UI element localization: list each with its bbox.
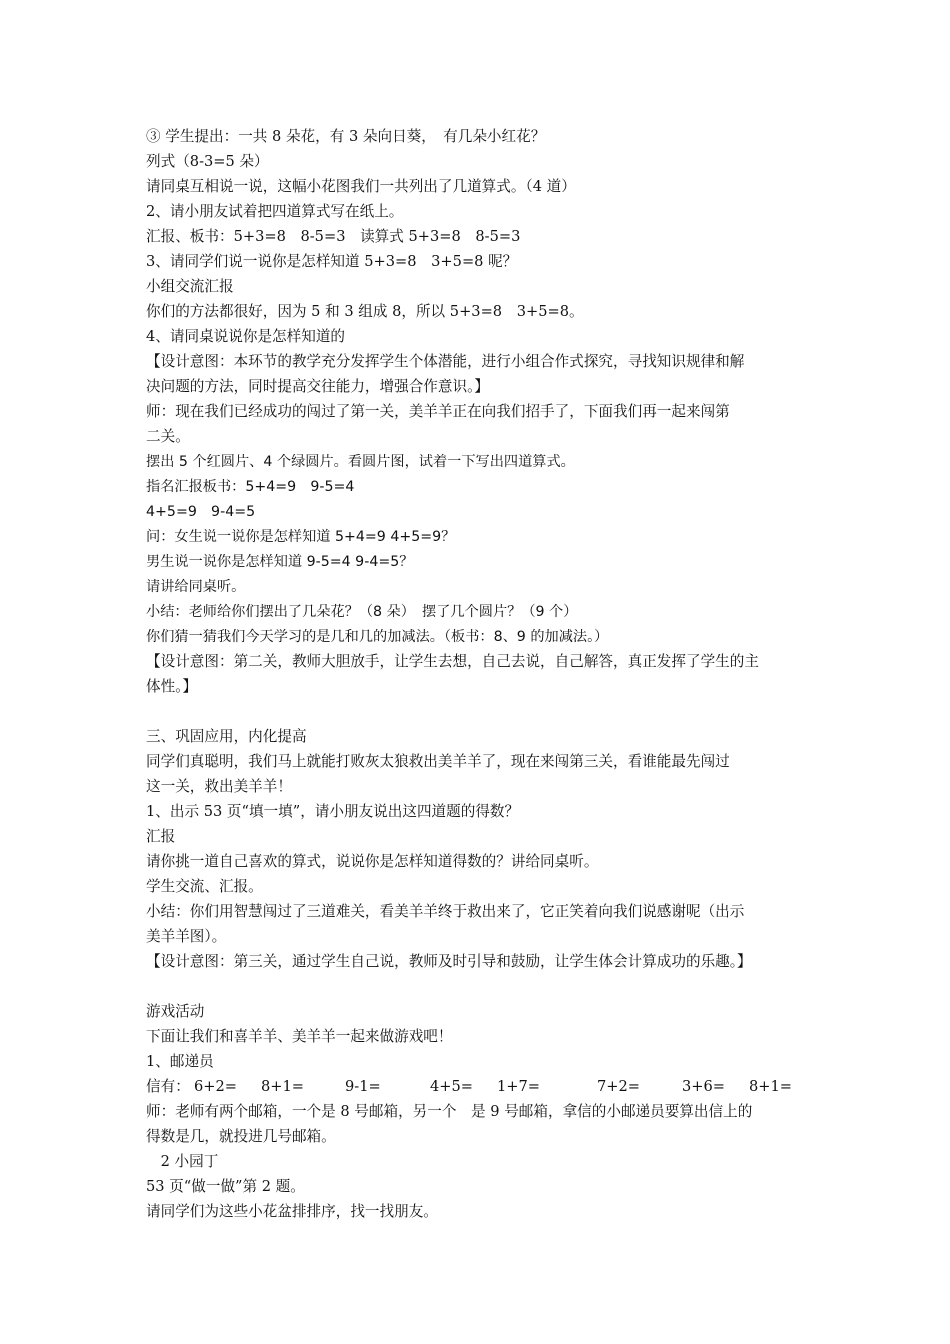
letter-equation: 8+1= [261, 1078, 305, 1095]
text-line: 美羊羊图）。 [146, 928, 227, 945]
design-intent-note: 决问题的方法，同时提高交往能力，增强合作意识。】 [146, 378, 489, 395]
text-line: 1、出示 53 页“填一填”，请小朋友说出这四道题的得数？ [146, 803, 520, 820]
text-line: 这一关，救出美羊羊！ [146, 778, 292, 795]
section-heading: 游戏活动 [146, 1003, 205, 1020]
letter-equation: 1+7= [497, 1078, 541, 1095]
text-line: 3、请同学们说一说你是怎样知道 5+3=8 3+5=8 呢？ [146, 253, 518, 270]
letters-label: 信有： [146, 1078, 190, 1095]
letter-equation: 3+6= [682, 1078, 726, 1095]
text-line: 请讲给同桌听。 [146, 579, 246, 595]
text-line: 下面让我们和喜羊羊、美羊羊一起来做游戏吧！ [146, 1028, 453, 1045]
text-line: 4、请同桌说说你是怎样知道的 [146, 328, 346, 345]
letter-equation: 8+1= [749, 1078, 793, 1095]
text-line: 指名汇报板书：5+4=9 9-5=4 [146, 479, 355, 495]
text-line: 你们猜一猜我们今天学习的是几和几的加减法。（板书：8、9 的加减法。） [146, 629, 609, 645]
letter-equation: 4+5= [430, 1078, 474, 1095]
text-line: 列式（8-3=5 朵） [146, 153, 269, 170]
text-line: 小组交流汇报 [146, 278, 234, 295]
text-line: 53 页“做一做”第 2 题。 [146, 1178, 305, 1195]
text-line: 师：现在我们已经成功的闯过了第一关，美羊羊正在向我们招手了，下面我们再一起来闯第 [146, 403, 730, 420]
text-line: 2 小园丁 [146, 1153, 219, 1170]
letter-equation: 6+2= [194, 1078, 238, 1095]
text-line: 二关。 [146, 428, 190, 445]
text-line: 学生交流、汇报。 [146, 878, 263, 895]
text-line: 师：老师有两个邮箱，一个是 8 号邮箱，另一个 是 9 号邮箱，拿信的小邮递员要算出信上的 [146, 1103, 753, 1120]
section-heading: 三、巩固应用，内化提高 [146, 728, 307, 745]
text-line: 你们的方法都很好，因为 5 和 3 组成 8，所以 5+3=8 3+5=8。 [146, 303, 584, 320]
text-line: 请同桌互相说一说，这幅小花图我们一共列出了几道算式。（4 道） [146, 178, 576, 195]
design-intent-note: 【设计意图：第二关，教师大胆放手，让学生去想，自己去说，自己解答，真正发挥了学生的主 [146, 653, 759, 670]
text-line: 得数是几，就投进几号邮箱。 [146, 1128, 336, 1145]
letter-equation: 7+2= [597, 1078, 641, 1095]
letter-equation: 9-1= [345, 1078, 381, 1095]
text-line: 问：女生说一说你是怎样知道 5+4=9 4+5=9？ [146, 529, 456, 545]
text-line: 小结：老师给你们摆出了几朵花？（8 朵） 摆了几个圆片？（9 个） [146, 604, 578, 620]
text-line: 4+5=9 9-4=5 [146, 504, 256, 520]
text-line: 摆出 5 个红圆片、4 个绿圆片。看圆片图，试着一下写出四道算式。 [146, 454, 575, 470]
text-line: 请同学们为这些小花盆排排序，找一找朋友。 [146, 1203, 438, 1220]
text-line: 请你挑一道自己喜欢的算式，说说你是怎样知道得数的？讲给同桌听。 [146, 853, 599, 870]
design-intent-note: 体性。】 [146, 678, 198, 695]
text-line: 汇报 [146, 828, 176, 845]
text-line: 1、邮递员 [146, 1053, 214, 1070]
text-line: 2、请小朋友试着把四道算式写在纸上。 [146, 203, 404, 220]
text-line: 男生说一说你是怎样知道 9-5=4 9-4=5？ [146, 554, 414, 570]
design-intent-note: 【设计意图：第三关，通过学生自己说，教师及时引导和鼓励，让学生体会计算成功的乐趣。】 [146, 953, 752, 970]
text-line: 小结：你们用智慧闯过了三道难关，看美羊羊终于救出来了，它正笑着向我们说感谢呢（出示 [146, 903, 745, 920]
text-line: ③ 学生提出：一共 8 朵花，有 3 朵向日葵， 有几朵小红花？ [146, 128, 546, 145]
design-intent-note: 【设计意图：本环节的教学充分发挥学生个体潜能，进行小组合作式探究，寻找知识规律和解 [146, 353, 745, 370]
text-line: 汇报、板书：5+3=8 8-5=3 读算式 5+3=8 8-5=3 [146, 228, 521, 245]
text-line: 同学们真聪明，我们马上就能打败灰太狼救出美羊羊了，现在来闯第三关，看谁能最先闯过 [146, 753, 730, 770]
